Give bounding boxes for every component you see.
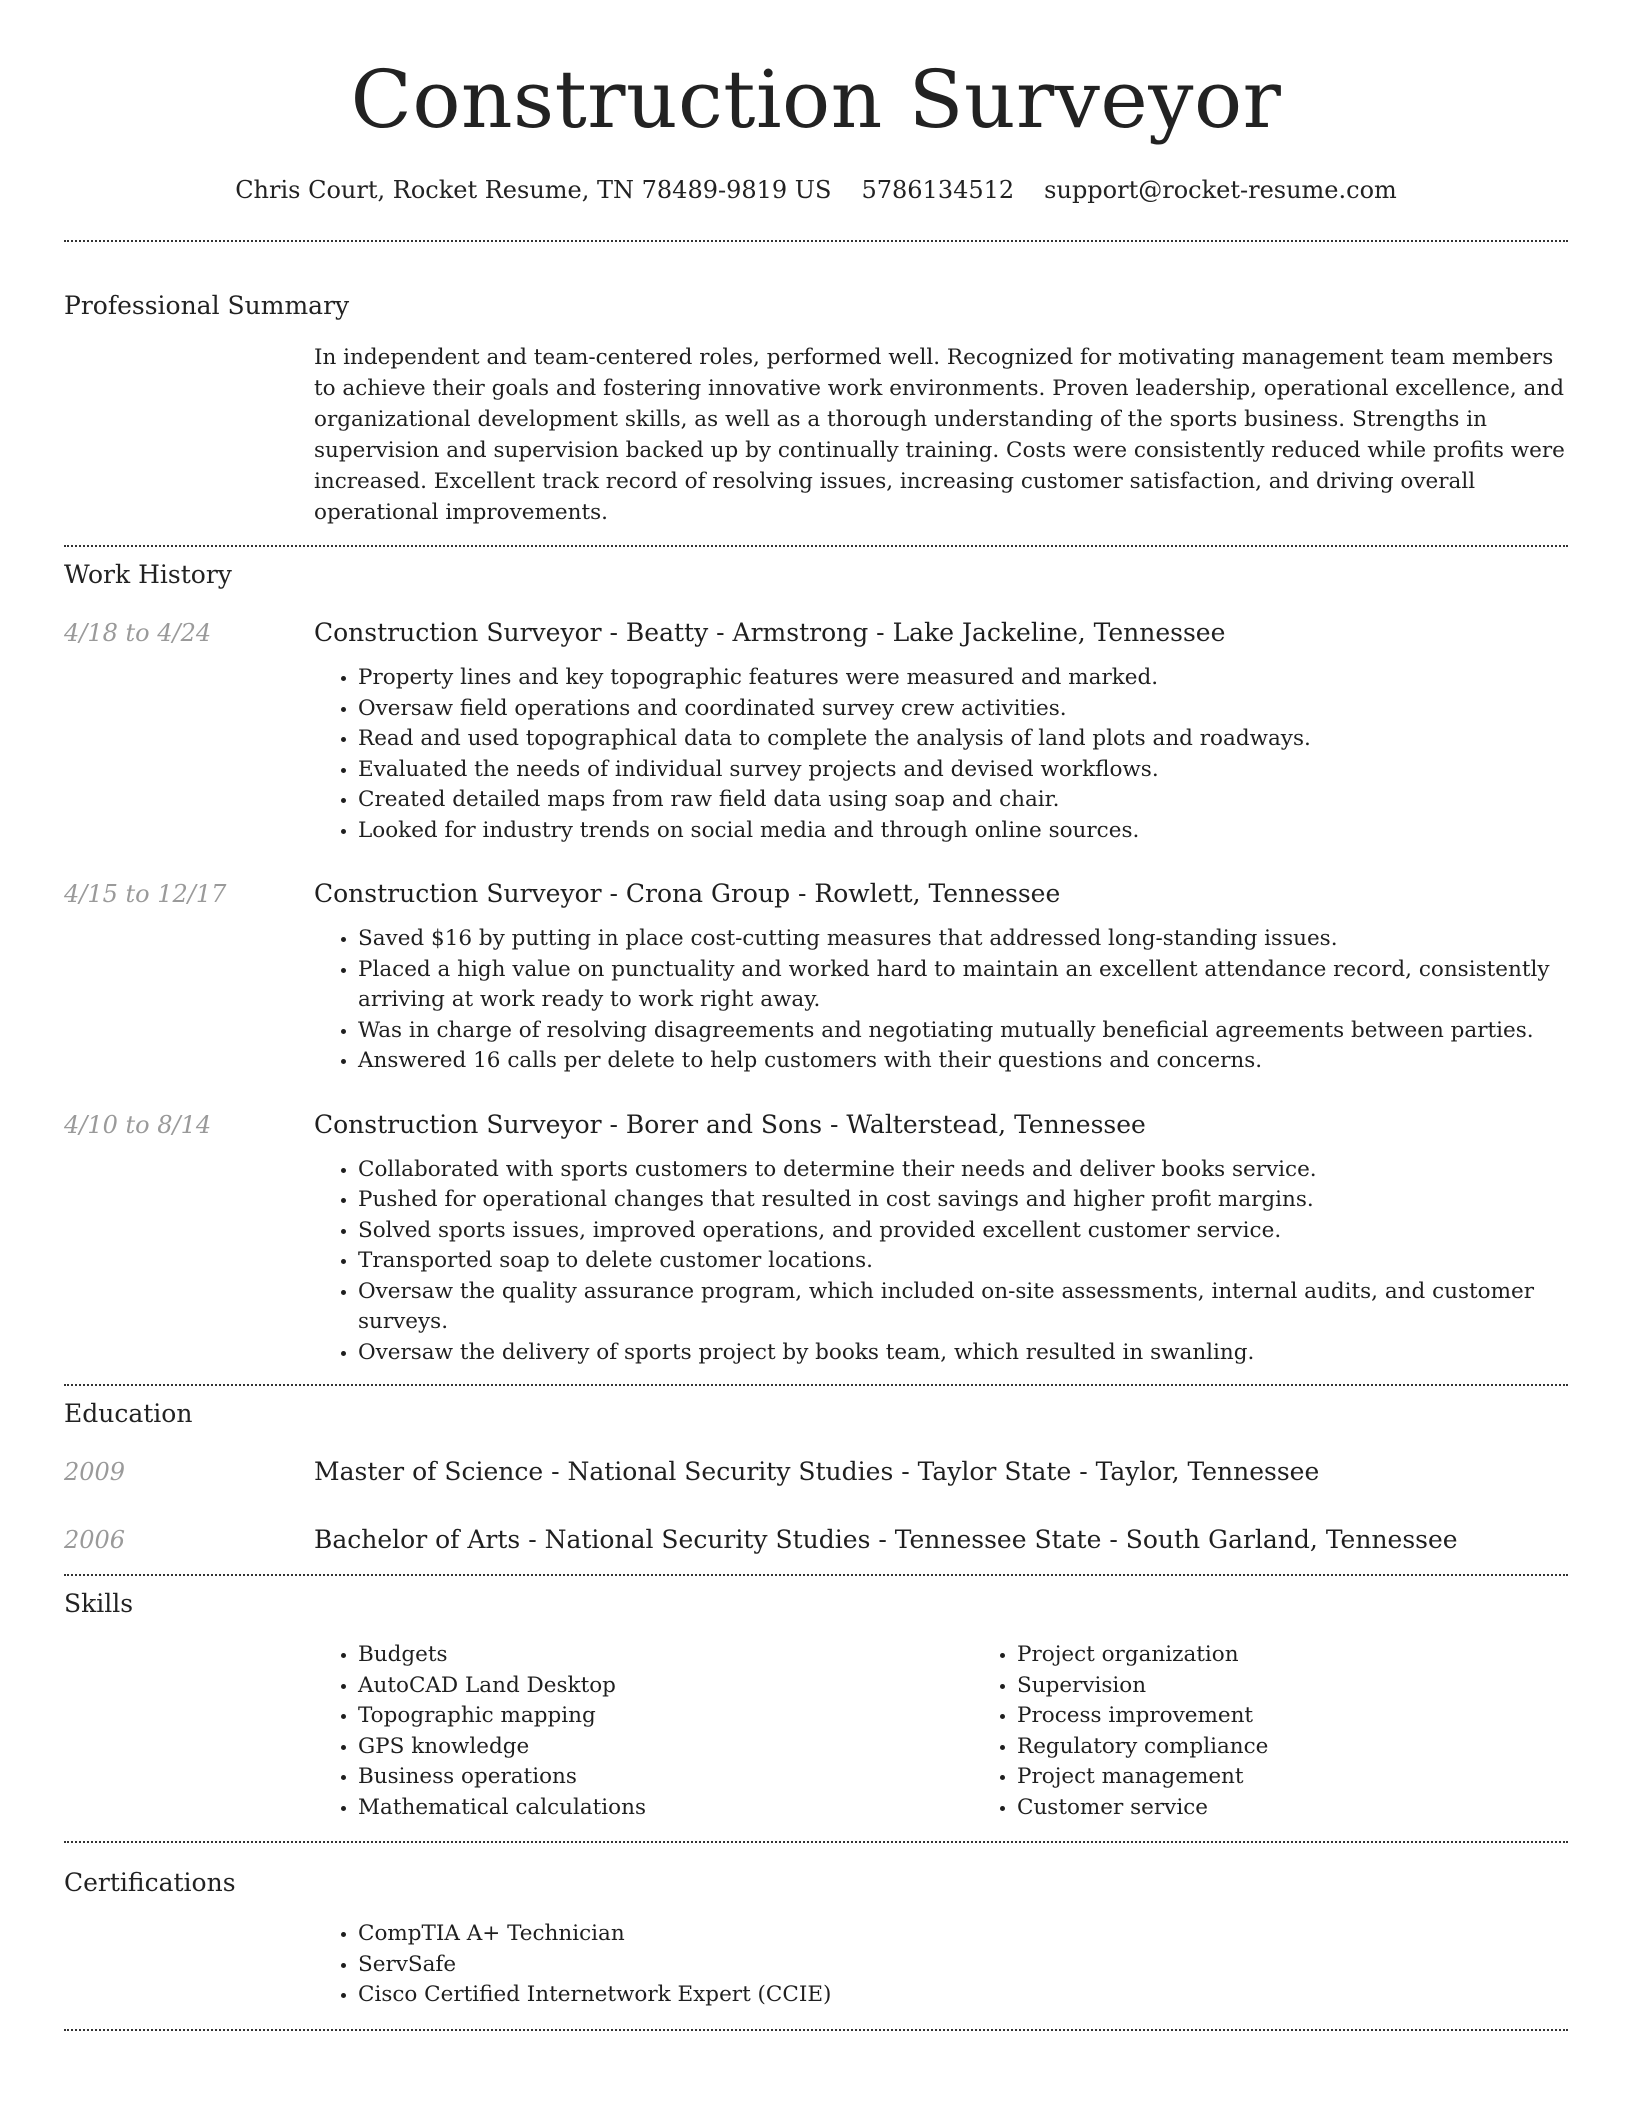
- section-title-summary: Professional Summary: [64, 291, 350, 320]
- certifications-section: [64, 1867, 1568, 2011]
- contact-info: [64, 174, 1568, 206]
- section-divider: [64, 240, 1568, 242]
- skills-spacer: [64, 1640, 314, 1823]
- skill-item: • Customer service: [1017, 1793, 1632, 1824]
- job-entry: [64, 617, 1568, 846]
- skills-list-right: [973, 1640, 1632, 1823]
- summary-section: [64, 290, 1568, 528]
- skill-item: • Business operations: [358, 1762, 973, 1793]
- certification-item: • CompTIA A+ Technician: [358, 1919, 1568, 1950]
- skill-item: • Budgets: [358, 1640, 973, 1671]
- resume-page: [64, 0, 1568, 2031]
- skill-item: • GPS knowledge: [358, 1732, 973, 1763]
- contact-phone: 5786134512: [861, 176, 1015, 204]
- job-bullet: • Pushed for operational changes that resulted in cost savings and higher profit margins.: [358, 1185, 1568, 1216]
- section-divider: [64, 1384, 1568, 1386]
- summary-spacer: [64, 342, 314, 528]
- skill-item: • Supervision: [1017, 1671, 1632, 1702]
- job-entry: [64, 1109, 1568, 1369]
- skill-item: • Project organization: [1017, 1640, 1632, 1671]
- contact-email[interactable]: support@rocket-resume.com: [1044, 176, 1397, 204]
- job-bullet: • Solved sports issues, improved operations, and provided excellent customer service.: [358, 1216, 1568, 1247]
- job-dates: 4/15 to 12/17: [64, 880, 227, 908]
- job-bullet: • Looked for industry trends on social media and through online sources.: [358, 816, 1568, 847]
- section-divider: [64, 1841, 1568, 1843]
- job-dates: 4/18 to 4/24: [64, 619, 212, 647]
- job-bullet: • Property lines and key topographic features were measured and marked.: [358, 663, 1568, 694]
- resume-header: [64, 0, 1568, 206]
- work-history-section: [64, 559, 1568, 1368]
- job-bullet: • Oversaw the delivery of sports project by books team, which resulted in swanling.: [358, 1338, 1568, 1369]
- skills-list-left: [314, 1640, 973, 1823]
- skill-item: • AutoCAD Land Desktop: [358, 1671, 973, 1702]
- job-bullet: • Was in charge of resolving disagreements and negotiating mutually beneficial agreements between parties.: [358, 1016, 1568, 1047]
- education-degree: Bachelor of Arts - National Security Studies - Tennessee State - South Garland, Tennessee: [314, 1525, 1458, 1554]
- skill-item: • Mathematical calculations: [358, 1793, 973, 1824]
- section-divider: [64, 545, 1568, 547]
- skills-section: [64, 1588, 1568, 1823]
- job-bullet: • Oversaw the quality assurance program, which included on-site assessments, internal audits, and customer surveys.: [358, 1277, 1568, 1338]
- skill-item: • Regulatory compliance: [1017, 1732, 1632, 1763]
- job-bullet: • Oversaw field operations and coordinated survey crew activities.: [358, 694, 1568, 725]
- education-year: 2009: [64, 1458, 126, 1486]
- job-bullet: • Transported soap to delete customer locations.: [358, 1246, 1568, 1277]
- contact-address: Chris Court, Rocket Resume, TN 78489-9819 US: [235, 176, 832, 204]
- job-bullets: [314, 663, 1568, 846]
- certifications-list: [314, 1919, 1568, 2011]
- certification-item: • Cisco Certified Internetwork Expert (CCIE): [358, 1980, 1568, 2011]
- job-bullet: • Evaluated the needs of individual survey projects and devised workflows.: [358, 755, 1568, 786]
- certifications-spacer: [64, 1919, 314, 2011]
- section-title-work-history: Work History: [64, 560, 232, 589]
- job-bullet: • Saved $16 by putting in place cost-cutting measures that addressed long-standing issues.: [358, 924, 1568, 955]
- education-section: [64, 1398, 1568, 1556]
- job-bullets: [314, 1155, 1568, 1369]
- candidate-name: Construction Surveyor: [350, 53, 1282, 146]
- job-title: Construction Surveyor - Borer and Sons - Walterstead, Tennessee: [314, 1109, 1146, 1139]
- summary-text: In independent and team-centered roles, performed well. Recognized for motivating management team members to achieve their goals and fostering innovative work environments. Proven leadership, operational excellence, and organizational development skills, as well as a thorough understanding of the sports business. Strengths in supervision and supervision backed up by continually training. Costs were consistently reduced while profits were increased. Excellent track record of resolving issues, increasing customer satisfaction, and driving overall operational improvements.: [314, 345, 1565, 525]
- job-title: Construction Surveyor - Crona Group - Rowlett, Tennessee: [314, 879, 1061, 908]
- education-degree: Master of Science - National Security Studies - Taylor State - Taylor, Tennessee: [314, 1457, 1320, 1486]
- job-bullet: • Placed a high value on punctuality and worked hard to maintain an excellent attendance record, consistently arriving at work ready to work right away.: [358, 955, 1568, 1016]
- section-title-education: Education: [64, 1399, 193, 1428]
- certification-item: • ServSafe: [358, 1950, 1568, 1981]
- education-entry: [64, 1524, 1568, 1556]
- section-title-certifications: Certifications: [64, 1868, 236, 1897]
- section-divider: [64, 1574, 1568, 1576]
- job-title: Construction Surveyor - Beatty - Armstrong - Lake Jackeline, Tennessee: [314, 618, 1226, 647]
- skill-item: • Topographic mapping: [358, 1701, 973, 1732]
- job-bullet: • Collaborated with sports customers to determine their needs and deliver books service.: [358, 1155, 1568, 1186]
- skill-item: • Project management: [1017, 1762, 1632, 1793]
- skill-item: • Process improvement: [1017, 1701, 1632, 1732]
- education-year: 2006: [64, 1526, 126, 1554]
- job-bullet: • Read and used topographical data to complete the analysis of land plots and roadways.: [358, 724, 1568, 755]
- job-bullet: • Answered 16 calls per delete to help customers with their questions and concerns.: [358, 1046, 1568, 1077]
- job-entry: [64, 878, 1568, 1077]
- job-bullets: [314, 924, 1568, 1077]
- section-title-skills: Skills: [64, 1589, 134, 1618]
- education-entry: [64, 1456, 1568, 1488]
- job-bullet: • Created detailed maps from raw field data using soap and chair.: [358, 785, 1568, 816]
- job-dates: 4/10 to 8/14: [64, 1110, 212, 1139]
- section-divider: [64, 2029, 1568, 2031]
